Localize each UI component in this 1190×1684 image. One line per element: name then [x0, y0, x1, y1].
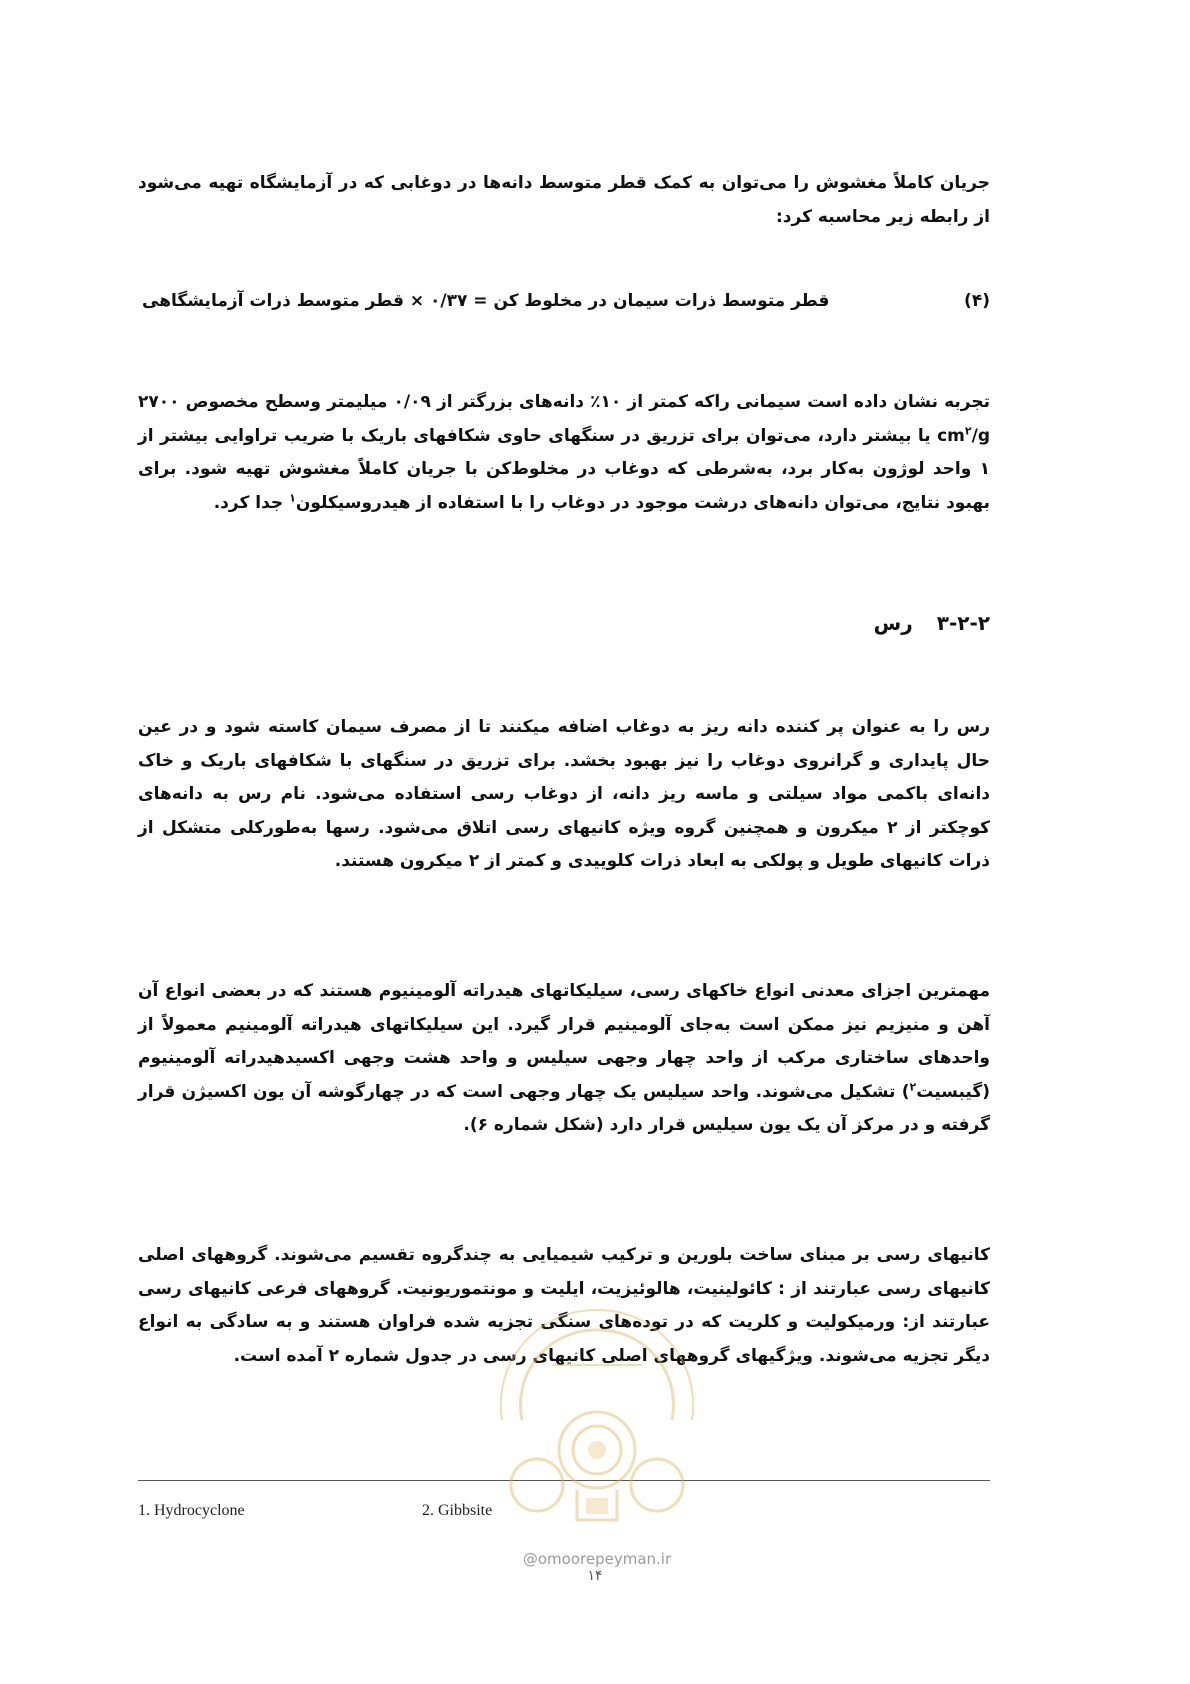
experience-text-part3: جدا کرد. — [213, 492, 290, 513]
surface-area-exponent: ۲ — [964, 423, 972, 437]
footnote-ref-2[interactable]: ۲ — [909, 1079, 917, 1093]
minerals-text-part1: مهمترین اجزای معدنی انواع خاکهای رسی، سیلیکاتهای هیدراته آلومینیوم هستند که در بعضی انواع آن آهن و منیزیم نیز ممکن است به‌جای آلومینیم قرار گیرد. این سیلیکاتهای هیدراته آلومینیم معمولاً از واحدهای ساختاری مرکب از واحد چهار وجهی سیلیس و واحد هشت وجهی اکسیدهیدراته آلومینیوم (گیبسیت — [138, 981, 990, 1102]
minerals-text-part2: ) تشکیل می‌شوند. واحد سیلیس یک چهار وجهی است که در چهارگوشه آن یون اکسیژن قرار گرفته و در مرکز آن یک یون سیلیس قرار دارد (شکل شماره ۶). — [138, 1081, 990, 1135]
watermark-logo-icon — [482, 1270, 712, 1540]
paragraph-groups: کانیهای رسی بر مبنای ساخت بلورین و ترکیب شیمیایی به چندگروه تقسیم می‌شوند. گروههای اصلی کانیهای رسی عبارتند از : کائولینیت، هالوئیزیت، ایلیت و مونتموریونیت. گروههای فرعی کانیهای رسی عبارتند از: ورمیکولیت و کلریت که در توده‌های سنگی تجزیه شده فراوان هستند و به سادگی به انواع دیگر تجزیه می‌شوند. ویژگیهای گروههای اصلی کانیهای رسی در جدول شماره ۲ آمده است. — [138, 1245, 990, 1366]
experience-text-part1: تجربه نشان داده است سیمانی راکه کمتر از ۱۰٪ دانه‌های بزرگتر از ۰/۰۹ میلیمتر وسطح مخصوص — [179, 392, 990, 412]
watermark-url: @omoorepeyman.ir — [522, 1550, 672, 1568]
footnote-ref-1[interactable]: ۱ — [289, 490, 296, 504]
equation-number: (۴) — [964, 291, 990, 311]
paragraph-intro: جریان کاملاً مغشوش را می‌توان به کمک قطر متوسط دانه‌ها در دوغابی که در آزمایشگاه تهیه می‌شود از رابطه زیر محاسبه کرد: — [138, 173, 990, 227]
paragraph-clay: رس را به عنوان پر کننده دانه ریز به دوغاب اضافه میکنند تا از مصرف سیمان کاسته شود و در عین حال پایداری و گرانروی دوغاب را نیز بهبود بخشد. برای تزریق در سنگهای با شکافهای باریک و خاک دانه‌ای باکمی مواد سیلتی و ماسه ریز دانه، از دوغاب رسی استفاده می‌شود. نام رس به دانه‌های کوچکتر از ۲ میکرون و همچنین گروه ویژه کانیهای رسی اتلاق می‌شود. رسها به‌طورکلی متشکل از ذرات کانیهای طویل و پولکی به ابعاد ذرات کلوییدی و کمتر از ۲ میکرون هستند. — [138, 717, 990, 871]
paragraph-experience — [138, 386, 990, 520]
equation-text: قطر متوسط ذرات سیمان در مخلوط کن = ۰/۳۷ × قطر متوسط ذرات آزمایشگاهی — [142, 291, 830, 311]
experience-text-part2: یا بیشتر دارد، می‌توان برای تزریق در سنگهای حاوی شکافهای باریک با ضریب تراوایی بیشتر از ۱ واحد لوژون به‌کار برد، به‌شرطی که دوغاب در مخلوط‌کن با جریان کاملاً مغشوش تهیه شود. برای بهبود نتایج، می‌توان دانه‌های درشت موجود در دوغاب را با استفاده از هیدروسیکلون — [138, 425, 990, 513]
paragraph-minerals — [138, 975, 990, 1143]
section-title: رس — [873, 611, 913, 635]
footnote-1: 1. Hydrocyclone — [138, 1502, 245, 1519]
section-number: ۳-۲-۲ — [936, 611, 990, 635]
section-heading — [138, 608, 990, 638]
surface-area-unit: /g — [971, 425, 990, 446]
page-number: ۱۴ — [587, 1568, 603, 1584]
surface-area-number: ۲۷۰۰ cm — [138, 392, 965, 446]
footnote-2: 2. Gibbsite — [422, 1502, 493, 1519]
